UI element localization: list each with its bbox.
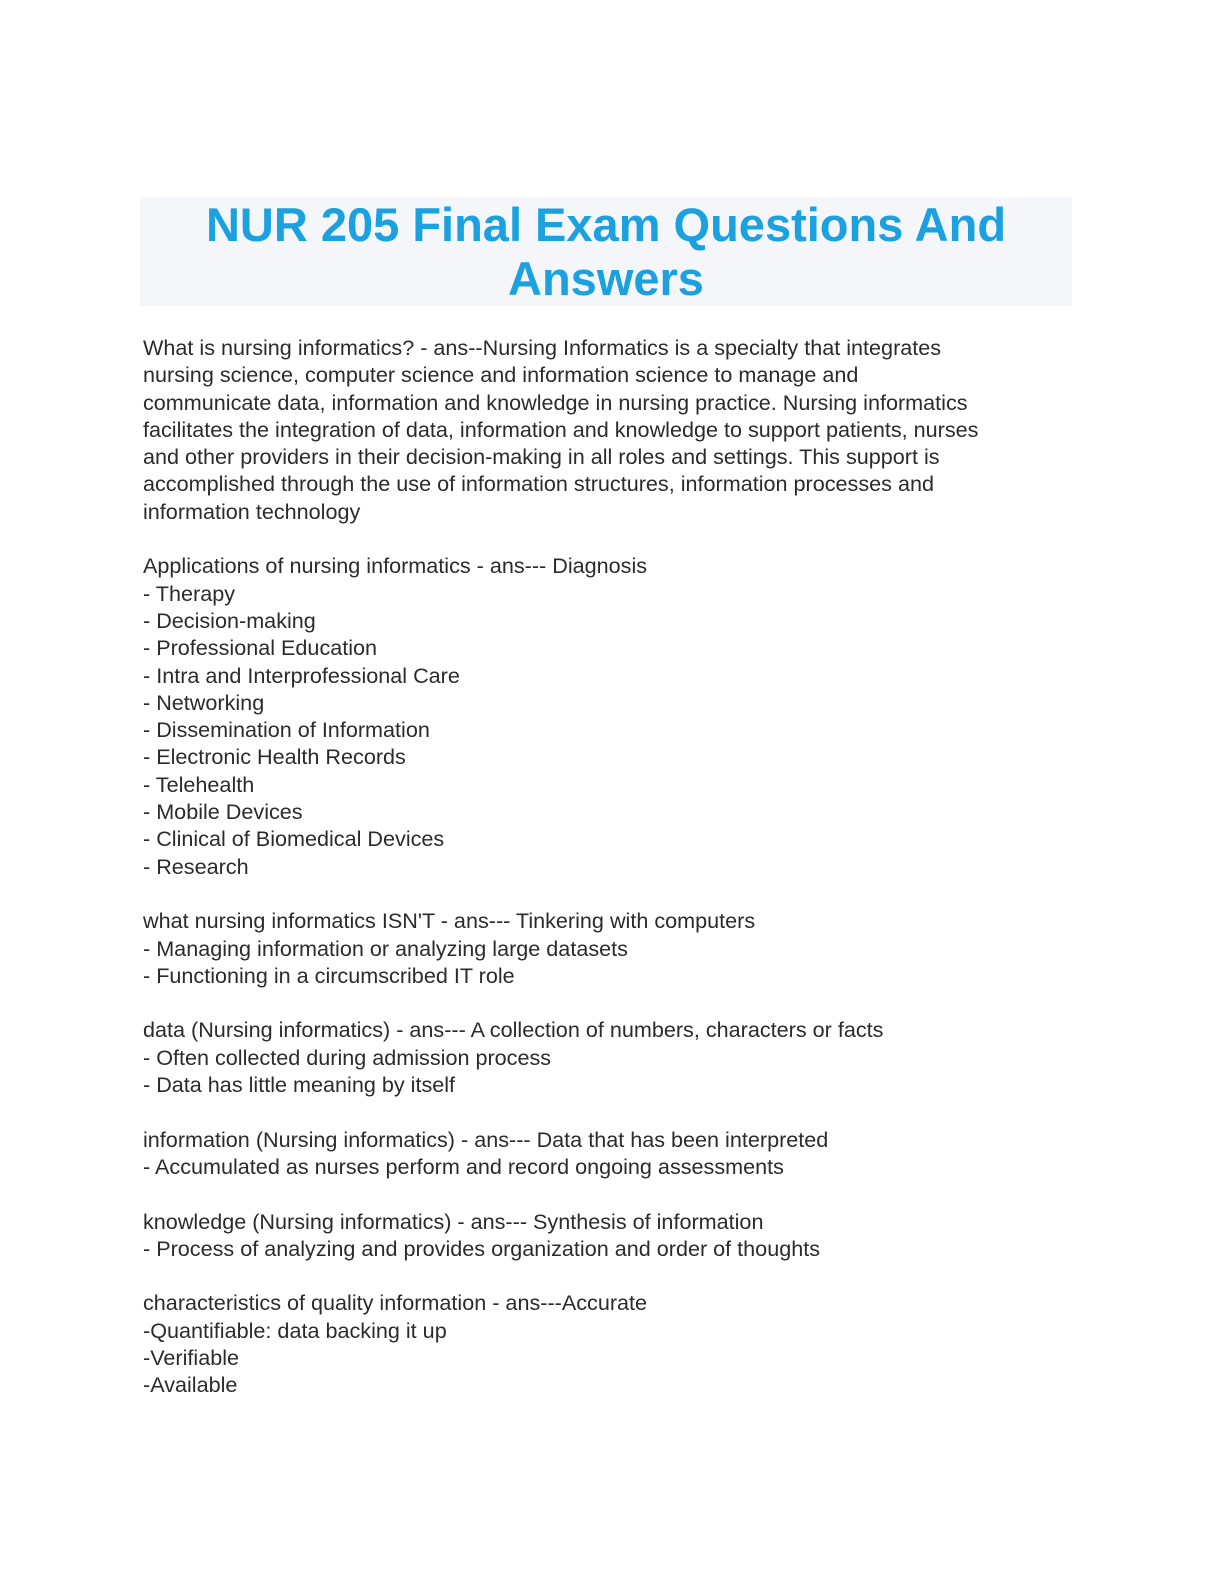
list-item: - Data has little meaning by itself	[143, 1072, 456, 1098]
text-line: communicate data, information and knowledge in nursing practice. Nursing informatics	[143, 389, 968, 415]
list-item: - Research	[143, 853, 249, 879]
question-line: data (Nursing informatics) - ans--- A collection of numbers, characters or facts	[143, 1017, 884, 1043]
list-item: -Quantifiable: data backing it up	[143, 1317, 447, 1343]
list-item: - Intra and Interprofessional Care	[143, 662, 460, 688]
list-item: - Clinical of Biomedical Devices	[143, 826, 445, 852]
question-line: information (Nursing informatics) - ans--- Data that has been interpreted	[143, 1126, 829, 1152]
question-line: characteristics of quality information - ans---Accurate	[143, 1290, 648, 1316]
text-line: and other providers in their decision-making in all roles and settings. This support is	[143, 444, 940, 470]
list-item: - Managing information or analyzing large datasets	[143, 935, 628, 961]
title-banner	[140, 197, 1072, 306]
text-line: information technology	[143, 498, 361, 524]
question-line: what nursing informatics ISN'T - ans--- Tinkering with computers	[143, 908, 756, 934]
list-item: - Process of analyzing and provides organization and order of thoughts	[143, 1235, 821, 1261]
list-item: - Functioning in a circumscribed IT role	[143, 962, 515, 988]
list-item: - Dissemination of Information	[143, 717, 430, 743]
document-title: NUR 205 Final Exam Questions And Answers	[205, 198, 1007, 305]
qa-entry-applications	[143, 552, 1083, 880]
list-item: - Decision-making	[143, 607, 316, 633]
list-item: -Verifiable	[143, 1344, 240, 1370]
qa-entry-knowledge	[143, 1208, 1083, 1263]
qa-entry-what-it-isnt	[143, 907, 1083, 989]
question-line: knowledge (Nursing informatics) - ans--- Synthesis of information	[143, 1208, 764, 1234]
qa-entry-quality-information	[143, 1289, 1083, 1398]
qa-entry-data	[143, 1016, 1083, 1098]
list-item: - Often collected during admission process	[143, 1044, 552, 1070]
list-item: - Telehealth	[143, 771, 255, 797]
qa-entry-nursing-informatics-definition	[143, 334, 1083, 525]
document-body	[143, 334, 1083, 1426]
list-item: - Mobile Devices	[143, 799, 303, 825]
text-line: What is nursing informatics? - ans--Nursing Informatics is a specialty that integrates	[143, 335, 942, 360]
text-line: accomplished through the use of information structures, information processes and	[143, 471, 934, 497]
text-line: nursing science, computer science and information science to manage and	[143, 362, 859, 388]
text-line: facilitates the integration of data, information and knowledge to support patients, nurses	[143, 416, 979, 442]
question-line: Applications of nursing informatics - ans--- Diagnosis	[143, 553, 648, 579]
list-item: - Therapy	[143, 580, 236, 606]
list-item: - Professional Education	[143, 635, 378, 661]
list-item: -Available	[143, 1372, 238, 1398]
list-item: - Electronic Health Records	[143, 744, 406, 770]
qa-entry-information	[143, 1126, 1083, 1181]
list-item: - Accumulated as nurses perform and record ongoing assessments	[143, 1153, 784, 1179]
list-item: - Networking	[143, 689, 265, 715]
